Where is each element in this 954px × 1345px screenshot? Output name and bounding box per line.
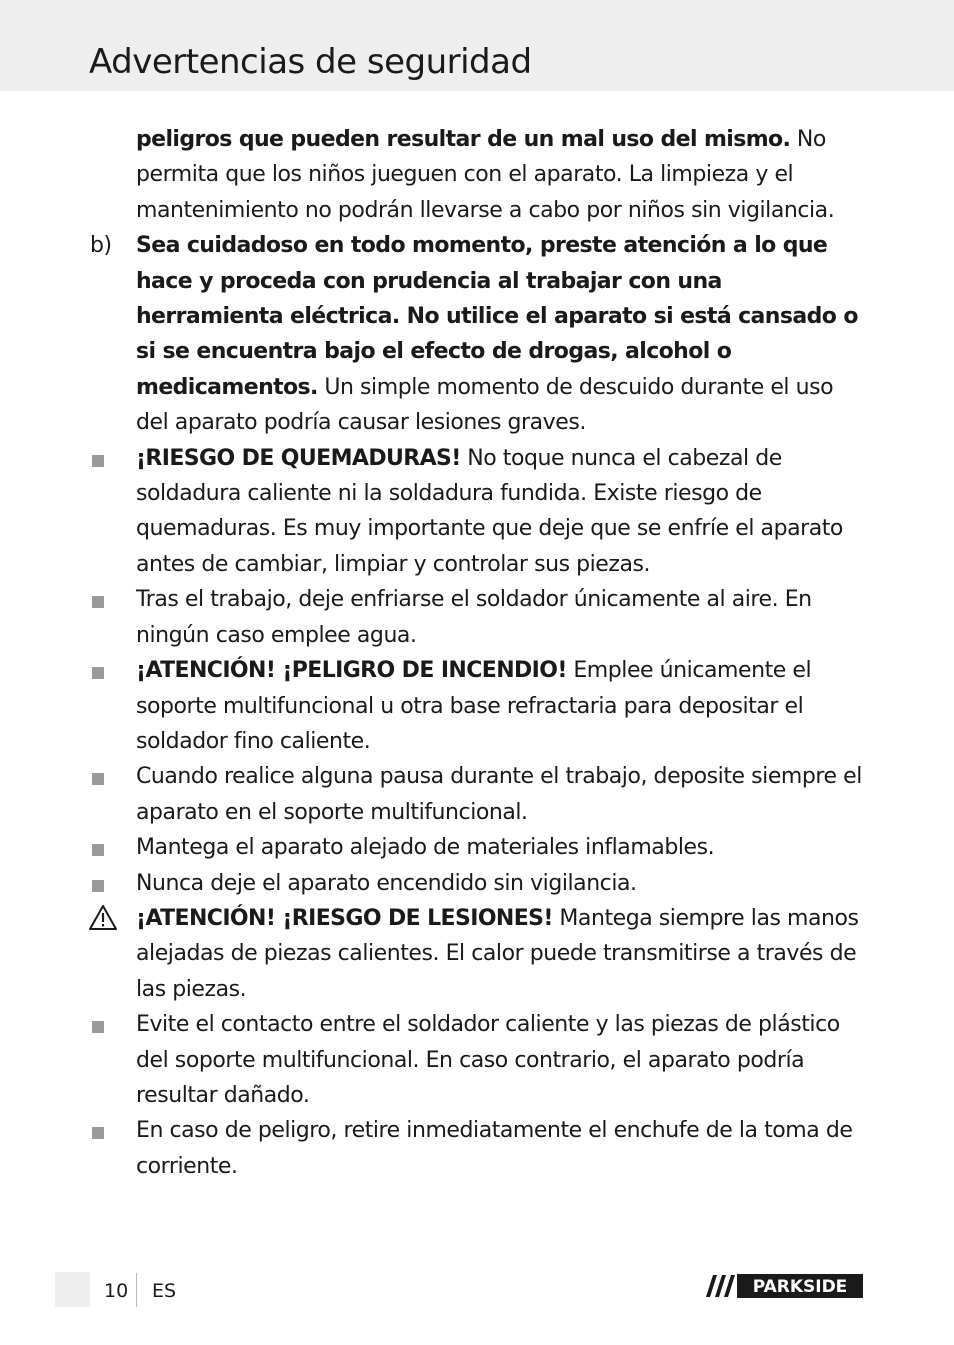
footer-divider [136,1273,137,1307]
warning-triangle-icon [88,904,118,931]
bold-text: ¡RIESGO DE QUEMADURAS! [136,445,461,471]
bold-text: ¡ATENCIÓN! ¡PELIGRO DE INCENDIO! [136,658,567,684]
square-bullet-icon [92,1021,104,1033]
square-bullet-icon [92,773,104,785]
body-text: Evite el contacto entre el soldador caliente y las piezas de plástico del soporte multifuncional. En caso contrario, el aparato podría resultar dañado. [136,1012,840,1108]
body-text: Mantega siempre las manos alejadas de piezas calientes. El calor puede transmitirse a través de las piezas. [136,905,859,1002]
square-bullet-icon [92,880,104,892]
square-bullet-icon [92,596,104,608]
body-text: Emplee únicamente el soporte multifuncional u otra base refractaria para depositar el soldador fino caliente. [136,658,812,754]
bullet-item-plastic-contact [136,1007,870,1113]
bullet-item-pause [136,759,870,830]
language-code: ES [152,1280,177,1302]
document-body [90,122,870,1184]
bullet-item-burn-risk [136,441,870,583]
body-text: Cuando realice alguna pausa durante el trabajo, deposite siempre el aparato en el soporte multifuncional. [136,764,862,825]
page-title: Advertencias de seguridad [89,42,532,82]
brand-name: PARKSIDE [752,1277,848,1297]
bullet-item-fire-risk [136,653,870,759]
footer-tab [55,1272,90,1307]
body-text: En caso de peligro, retire inmediatamente el enchufe de la toma de corriente. [136,1118,853,1179]
bullet-item-supervision [136,866,870,901]
paragraph-children-warning [136,122,870,228]
parkside-logo [704,1273,864,1299]
page-number: 10 [104,1280,129,1302]
bold-text: Sea cuidadoso en todo momento, preste atención a lo que hace y proceda con prudencia al trabajar con una herramienta eléctrica. No utilice el aparato si está cansado o si se encuentra bajo el efecto de drogas, alcohol o medicamentos. [136,233,858,400]
square-bullet-icon [92,1127,104,1139]
body-text: Mantega el aparato alejado de materiales inflamables. [136,835,715,861]
body-text: No permita que los niños jueguen con el aparato. La limpieza y el mantenimiento no podrán llevarse a cabo por niños sin vigilancia. [136,127,835,223]
body-text: Tras el trabajo, deje enfriarse el soldador únicamente al aire. En ningún caso emplee agua. [136,587,812,648]
bullet-item-flammables [136,830,870,865]
list-item-b [90,228,870,440]
square-bullet-icon [92,844,104,856]
body-text: Un simple momento de descuido durante el uso del aparato podría causar lesiones graves. [136,374,834,436]
bold-text: ¡ATENCIÓN! ¡RIESGO DE LESIONES! [136,905,553,931]
header-bar [0,0,954,91]
bullet-item-danger-unplug [136,1113,870,1184]
body-text: No toque nunca el cabezal de soldadura caliente ni la soldadura fundida. Existe riesgo de quemaduras. Es muy importante que deje que se enfríe el aparato antes de cambiar, limpiar y controlar sus piezas. [136,445,843,577]
square-bullet-icon [92,455,104,467]
warning-item-injury-risk [136,901,870,1007]
square-bullet-icon [92,667,104,679]
bold-text: peligros que pueden resultar de un mal uso del mismo. [136,127,791,152]
bullet-item-cooling [136,582,870,653]
body-text: Nunca deje el aparato encendido sin vigilancia. [136,870,637,896]
list-label: b) [90,233,112,259]
